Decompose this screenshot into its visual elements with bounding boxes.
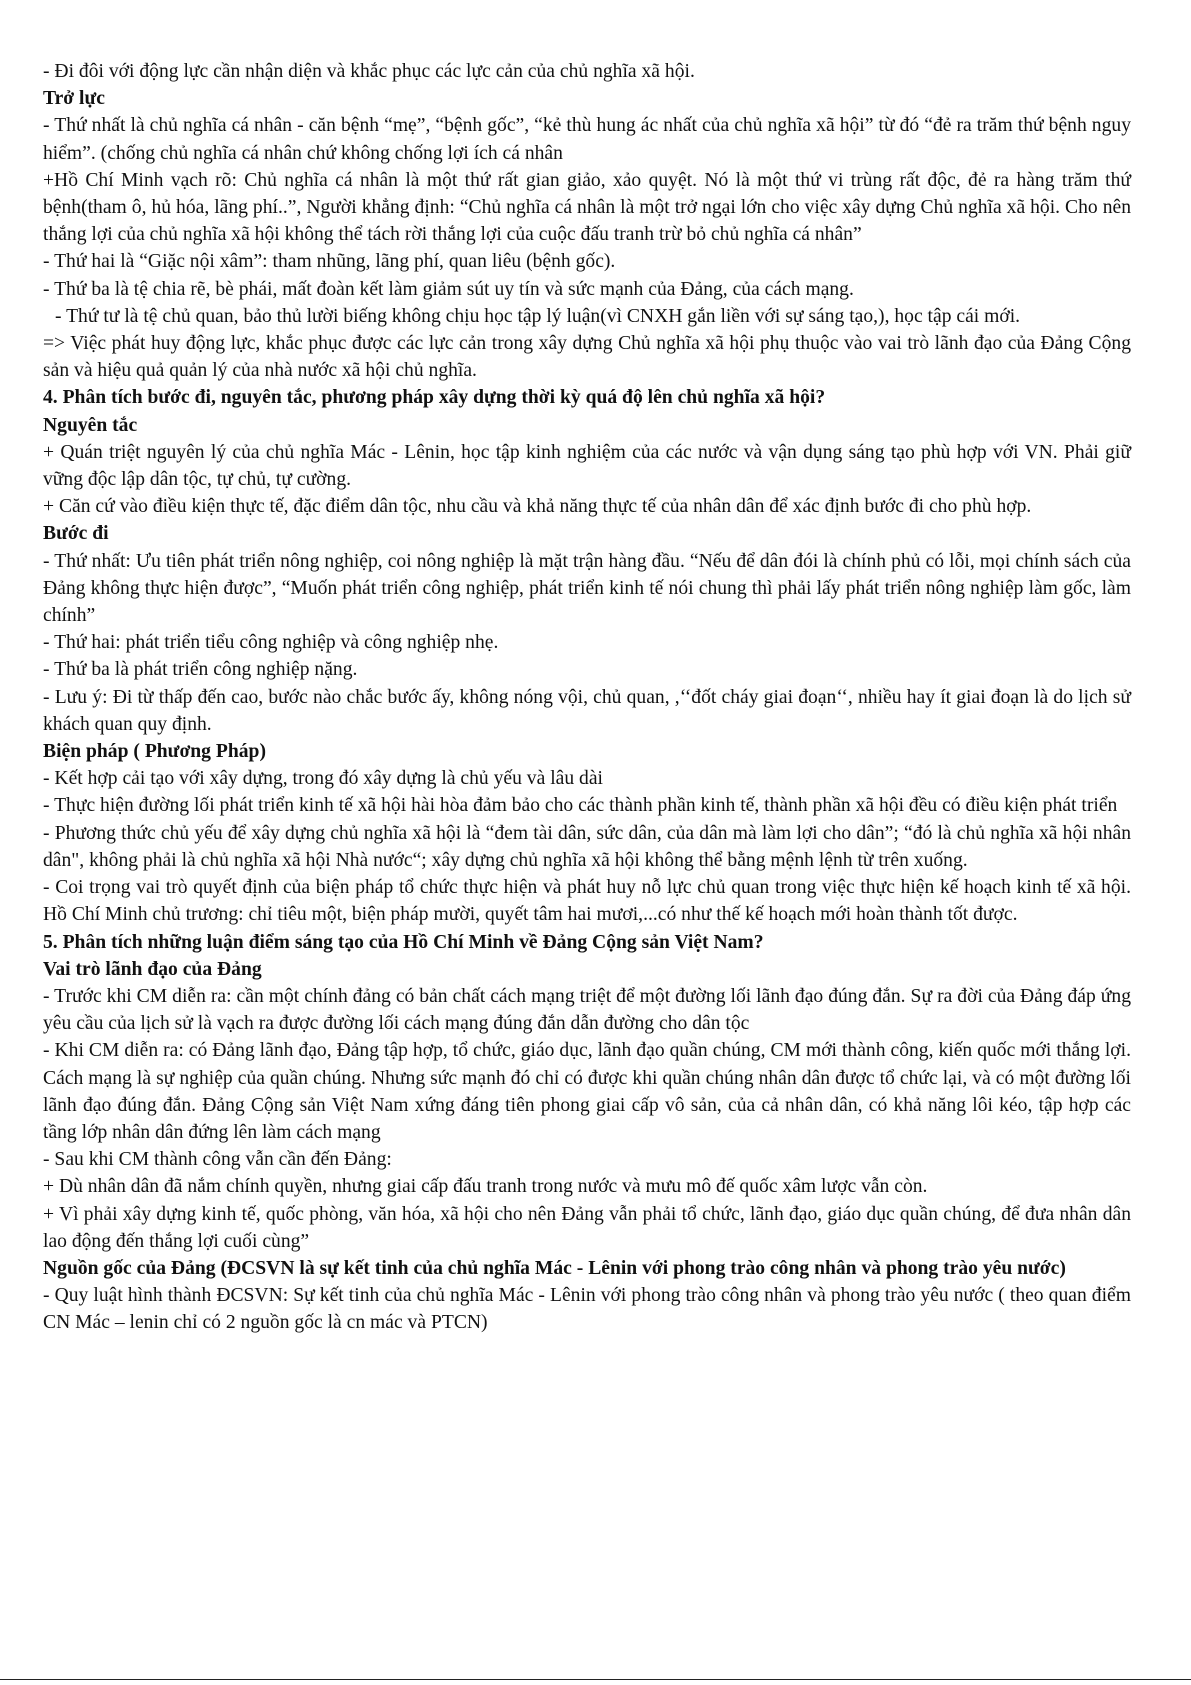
paragraph: - Đi đôi với động lực cần nhận diện và khắc phục các lực cản của chủ nghĩa xã hội.: [43, 61, 695, 82]
paragraph: + Dù nhân dân đã nắm chính quyền, nhưng giai cấp đấu tranh trong nước và mưu mô đế quốc xâm lược vẫn còn.: [43, 1176, 928, 1198]
paragraph: - Thứ ba là tệ chia rẽ, bè phái, mất đoàn kết làm giảm sút uy tín và sức mạnh của Đảng, của cách mạng.: [43, 278, 854, 300]
section-heading: Nguồn gốc của Đảng (ĐCSVN là sự kết tinh của chủ nghĩa Mác - Lênin với phong trào công nhân và phong trào yêu nước): [43, 1257, 1066, 1279]
paragraph: +Hồ Chí Minh vạch rõ: Chủ nghĩa cá nhân là một thứ rất gian giảo, xảo quyệt. Nó là một thứ vi trùng rất độc, đẻ ra hàng trăm thứ bệnh(tham ô, hủ hóa, lãng phí..”, Người khẳng định: “Chủ nghĩa cá nhân là một trở ngại lớn cho việc xây dựng Chủ nghĩa xã hội. Cho nên thắng lợi của chủ nghĩa xã hội không thể tách rời thắng lợi của cuộc đấu tranh trừ bỏ chủ nghĩa cá nhân”: [43, 169, 1131, 246]
paragraph: - Trước khi CM diễn ra: cần một chính đảng có bản chất cách mạng triệt để một đường lối lãnh đạo đúng đắn. Sự ra đời của Đảng đáp ứng yêu cầu của lịch sử là vạch ra được đường lối cách mạng đúng đắn dẫn đường cho dân tộc: [43, 985, 1131, 1035]
section-heading: Bước đi: [43, 523, 109, 545]
section-heading: Biện pháp ( Phương Pháp): [43, 741, 266, 763]
paragraph: - Thực hiện đường lối phát triển kinh tế xã hội hài hòa đảm bảo cho các thành phần kinh tế, thành phần xã hội đều có điều kiện phát triển: [43, 795, 1118, 817]
paragraph: - Thứ nhất là chủ nghĩa cá nhân - căn bệnh “mẹ”, “bệnh gốc”, “kẻ thù hung ác nhất của chủ nghĩa xã hội” từ đó “đẻ ra trăm thứ bệnh nguy hiểm”. (chống chủ nghĩa cá nhân chứ không chống lợi ích cá nhân: [43, 115, 1131, 164]
paragraph: - Lưu ý: Đi từ thấp đến cao, bước nào chắc bước ấy, không nóng vội, chủ quan, ,‘‘đốt cháy giai đoạn‘‘, nhiều hay ít giai đoạn là do lịch sử khách quan quy định.: [43, 686, 1131, 735]
section-heading: Nguyên tắc: [43, 414, 138, 436]
page-bottom-rule: [0, 1679, 1191, 1680]
indented-paragraph: - Thứ tư là tệ chủ quan, bảo thủ lười biếng không chịu học tập lý luận(vì CNXH gắn liền với sự sáng tạo,), học tập cái mới.: [55, 305, 1021, 327]
paragraph: + Quán triệt nguyên lý của chủ nghĩa Mác - Lênin, học tập kinh nghiệm của các nước và vận dụng sáng tạo phù hợp với VN. Phải giữ vững độc lập dân tộc, tự chủ, tự cường.: [43, 441, 1131, 491]
paragraph: - Sau khi CM thành công vẫn cần đến Đảng:: [43, 1149, 392, 1171]
question-heading: 5. Phân tích những luận điểm sáng tạo của Hồ Chí Minh về Đảng Cộng sản Việt Nam?: [43, 931, 764, 953]
paragraph: - Phương thức chủ yếu để xây dựng chủ nghĩa xã hội là “đem tài dân, sức dân, của dân mà làm lợi cho dân”; “đó là chủ nghĩa xã hội nhân dân", không phải là chủ nghĩa xã hội Nhà nước“; xây dựng chủ nghĩa xã hội không thể bằng mệnh lệnh từ trên xuống.: [43, 822, 1131, 871]
paragraph: => Việc phát huy động lực, khắc phục được các lực cản trong xây dựng Chủ nghĩa xã hội phụ thuộc vào vai trò lãnh đạo của Đảng Cộng sản và hiệu quả quản lý của nhà nước xã hội chủ nghĩa.: [43, 333, 1131, 382]
paragraph: - Thứ nhất: Ưu tiên phát triển nông nghiệp, coi nông nghiệp là mặt trận hàng đầu. “Nếu để dân đói là chính phủ có lỗi, mọi chính sách của Đảng không thực hiện được”, “Muốn phát triển công nghiệp, phát triển kinh tế nói chung thì phải lấy phát triển nông nghiệp làm gốc, làm chính”: [43, 550, 1131, 627]
paragraph: - Thứ hai: phát triển tiểu công nghiệp và công nghiệp nhẹ.: [43, 632, 499, 654]
section-heading: Vai trò lãnh đạo của Đảng: [43, 958, 262, 980]
paragraph: - Khi CM diễn ra: có Đảng lãnh đạo, Đảng tập hợp, tổ chức, giáo dục, lãnh đạo quần chúng, CM mới thành công, kiến quốc mới thắng lợi. Cách mạng là sự nghiệp của quần chúng. Nhưng sức mạnh đó chỉ có được khi quần chúng nhân dân được tổ chức lại, và có một đường lối lãnh đạo đúng đắn. Đảng Cộng sản Việt Nam xứng đáng tiên phong giai cấp vô sản, của cả nhân dân, có khả năng lôi kéo, tập hợp các tầng lớp nhân dân đứng lên làm cách mạng: [43, 1040, 1131, 1143]
paragraph: - Thứ ba là phát triển công nghiệp nặng.: [43, 659, 358, 681]
paragraph: - Kết hợp cải tạo với xây dựng, trong đó xây dựng là chủ yếu và lâu dài: [43, 768, 603, 790]
paragraph: + Vì phải xây dựng kinh tế, quốc phòng, văn hóa, xã hội cho nên Đảng vẫn phải tổ chức, lãnh đạo, giáo dục quần chúng, để đưa nhân dân lao động đến thắng lợi cuối cùng”: [43, 1203, 1131, 1252]
paragraph: - Thứ hai là “Giặc nội xâm”: tham nhũng, lãng phí, quan liêu (bệnh gốc).: [43, 251, 616, 273]
paragraph: + Căn cứ vào điều kiện thực tế, đặc điểm dân tộc, nhu cầu và khả năng thực tế của nhân dân để xác định bước đi cho phù hợp.: [43, 496, 1032, 518]
section-heading: Trở lực: [43, 88, 105, 110]
paragraph: - Quy luật hình thành ĐCSVN: Sự kết tinh của chủ nghĩa Mác - Lênin với phong trào công nhân và phong trào yêu nước ( theo quan điểm CN Mác – lenin chỉ có 2 nguồn gốc là cn mác và PTCN): [43, 1285, 1131, 1334]
question-heading: 4. Phân tích bước đi, nguyên tắc, phương pháp xây dựng thời kỳ quá độ lên chủ nghĩa xã hội?: [43, 387, 826, 409]
document-page: [43, 58, 1131, 1337]
paragraph: - Coi trọng vai trò quyết định của biện pháp tổ chức thực hiện và phát huy nỗ lực chủ quan trong việc thực hiện kế hoạch kinh tế xã hội. Hồ Chí Minh chủ trương: chỉ tiêu một, biện pháp mười, quyết tâm hai mươi,...có như thế kế hoạch mới hoàn thành tốt được.: [43, 877, 1131, 926]
